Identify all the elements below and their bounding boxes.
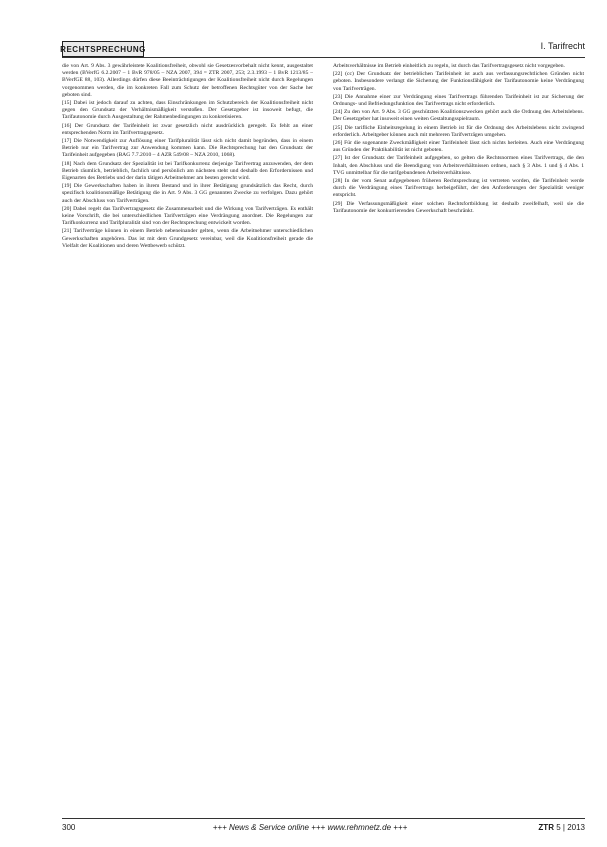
footer-rule <box>62 818 585 819</box>
paragraph: [22] (cc) Der Grundsatz der betrieblichen Tarifeinheit ist auch aus verfassungsrechtlichen Gründen nicht geboten. Insbesondere verlangt die Sicherung der Funktionsfähigkeit der Tarifautonomie keine Verdrängung von Tarifverträgen. <box>333 71 584 92</box>
paragraph: [29] Die Verfassungsmäßigkeit einer solchen Rechtsfortbildung ist deshalb zweifelhaft, weil sie die Tarifautonomie der konkurrierenden Gewerkschaft beschränkt. <box>333 200 584 214</box>
left-column <box>62 63 313 783</box>
paragraph: [21] Tarifverträge können in einem Betrieb nebeneinander gelten, wenn die Arbeitnehmer unterschiedlichen Gewerkschaften angehören. Das ist mit dem Grundgesetz vereinbar, weil die Koalitionsfreiheit gerade die Vielfalt der Koalitionen und deren Wettbewerb schützt. <box>62 228 313 249</box>
paragraph: [19] Die Gewerkschaften haben in ihrem Bestand und in ihrer Betätigung grundsätzlich das Recht, durch spezifisch koalitionsmäßige Betätigung die in Art. 9 Abs. 3 GG genannten Zwecke zu verfolgen. Dazu gehört auch der Abschluss von Tarifverträgen. <box>62 183 313 204</box>
paragraph: [20] Dabei regelt das Tarifvertragsgesetz die Zusammenarbeit und die Wirkung von Tarifverträgen. Es enthält keine Vorschrift, die bei unterschiedlichen Tarifverträgen eine Verdrängung anordnet. Die Regelungen zur Tarifkonkurrenz und Tarifpluralität sind von der Rechtsprechung entwickelt worden. <box>62 205 313 227</box>
page-number: 300 <box>62 823 76 832</box>
paragraph: die von Art. 9 Abs. 3 gewährleistete Koalitionsfreiheit, obwohl sie Gesetzesvorbehalt nicht kennt, ausgestaltet werden (BVerfG 6.2.2007 – 1 BvR 978/05 – NZA 2007, 394 = ZTR 2007, 253; 2.3.1993 – 1 BvR 1213/85 – BVerfGE 88, 103). Allerdings dürfen diese Beeinträchtigungen der Koalitionsfreiheit nicht durch Regelungen vorgenommen werden, die im konkreten Fall zum Schutz der betroffenen Rechtsgüter von der Sache her geboten sind. <box>62 63 313 98</box>
paragraph: [16] Der Grundsatz der Tarifeinheit ist zwar gesetzlich nicht ausdrücklich geregelt. Es fehlt an einer entsprechenden Norm im Tarifvertragsgesetz. <box>62 122 313 136</box>
paragraph: [18] Nach dem Grundsatz der Spezialität ist bei Tarifkonkurrenz derjenige Tarifvertrag anzuwenden, der dem Betrieb räumlich, betrieblich, fachlich und persönlich am nächsten steht und deshalb den Erfordernissen und Eigenarten des Betriebs und der darin tätigen Arbeitnehmer am besten gerecht wird. <box>62 160 313 182</box>
paragraph: [27] Ist der Grundsatz der Tarifeinheit aufgegeben, so gelten die Rechtsnormen eines Tarifvertrags, die den Inhalt, den Abschluss und die Beendigung von Arbeitsverhältnissen ordnen, nach § 3 Abs. 1 und § 4 Abs. 1 TVG unmittelbar für die tarifgebundenen Arbeitsverhältnisse. <box>333 155 584 176</box>
paragraph: [17] Die Notwendigkeit zur Auflösung einer Tarifpluralität lässt sich nicht damit begründen, dass in einem Betrieb nur ein Tarifvertrag zur Anwendung kommen kann. Die Rechtsprechung hat den Grundsatz der Tarifeinheit aufgegeben (BAG 7.7.2010 – 4 AZR 549/08 – NZA 2010, 1068). <box>62 138 313 159</box>
paragraph: [28] In der vom Senat aufgegebenen früheren Rechtsprechung ist vertreten worden, die Tarifeinheit werde durch die Verdrängung eines Tarifvertrags herbeigeführt, der den Anforderungen der Spezialität weniger entspricht. <box>333 178 584 199</box>
right-column <box>333 63 584 783</box>
paragraph: Arbeitsverhältnisse im Betrieb einheitlich zu regeln, ist durch das Tarifvertragsgesetz nicht vorgegeben. <box>333 63 565 69</box>
paragraph: [26] Für die sogenannte Zweckmäßigkeit einer Tarifeinheit lässt sich nichts herleiten. Auch eine Verdrängung aus Gründen der Praktikabilität ist nicht geboten. <box>333 140 584 154</box>
issue-number: 5 | 2013 <box>556 823 585 832</box>
header-rule <box>62 57 585 58</box>
paragraph: [23] Die Annahme einer zur Verdrängung eines Tarifvertrags führenden Tarifeinheit ist zur Sicherung der Ordnungs- und Befriedungsfunktion des Tarifvertrags nicht erforderlich. <box>333 93 584 108</box>
paragraph: [24] Zu den von Art. 9 Abs. 3 GG geschützten Koalitionszwecken gehört auch die Ordnung des Arbeitslebens. Der Gesetzgeber hat insoweit einen weiten Gestaltungsspielraum. <box>333 109 584 123</box>
journal-issue <box>538 823 585 832</box>
section-title: I. Tarifrecht <box>540 41 585 51</box>
journal-name: ZTR <box>538 823 554 832</box>
section-label: RECHTSPRECHUNG <box>62 41 144 57</box>
paragraph: [25] Die tarifliche Einheitsregelung in einem Betrieb ist für die Ordnung des Arbeitslebens nicht zwingend erforderlich. Arbeitgeber können auch mit mehreren Tarifverträgen umgehen. <box>333 124 584 138</box>
paragraph: [15] Dabei ist jedoch darauf zu achten, dass Einschränkungen im Schutzbereich der Koalitionsfreiheit nicht gegen den Grundsatz der Verhältnismäßigkeit verstoßen. Der Gesetzgeber ist insoweit befugt, die Tarifautonomie durch Ausgestaltung der Rahmenbedingungen zu konkretisieren. <box>62 100 313 121</box>
footer-promo-link[interactable]: +++ News & Service online +++ www.rehmnetz.de +++ <box>212 823 408 832</box>
